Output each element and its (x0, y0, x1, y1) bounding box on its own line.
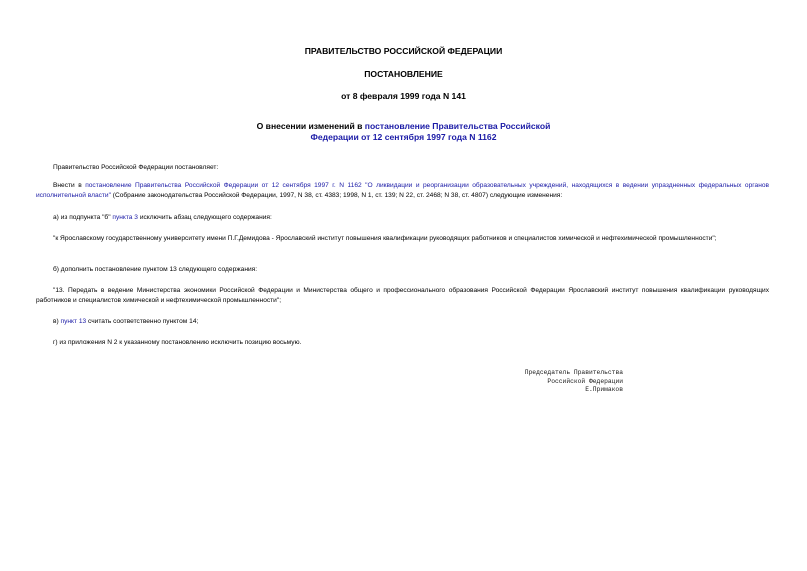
title-link-line2[interactable]: Федерации от 12 сентября 1997 года N 1162 (310, 132, 497, 142)
signature-title: Председатель Правительства (524, 369, 623, 376)
paragraph-quote-1: "к Ярославскому государственному университету имени П.Г.Демидова - Ярославский институт повышения квалификации руководящих работников и специалистов химической и нефтехимической промышленности"; (53, 235, 717, 242)
p7-clause-link[interactable]: пункт 13 (60, 318, 87, 325)
p2-suffix: (Собрание законодательства Российской Федерации, 1997, N 38, ст. 4383; 1998, N 1, ст. 139; N 22, ст. 2468; N 38, ст. 4807) следующие изменения: (110, 192, 563, 199)
signature-name: Е.Примаков (585, 386, 623, 394)
p7-prefix: в) (53, 318, 61, 325)
paragraph-quote-2: "13. Передать в ведение Министерства экономики Российской Федерации и Министерства общего и профессионального образования Российской Федерации Ярославский институт повышения квалификации руководящих работников и специалистов химической и нефтехимической промышленности"; (36, 287, 769, 304)
p3-clause-link[interactable]: пункта 3 (112, 214, 138, 221)
p3-suffix: исключить абзац следующего содержания: (137, 214, 272, 221)
p2-decree-link[interactable]: постановление Правительства Российской Федерации от 12 сентября 1997 г. N 1162 "О ликвидации и реорганизации образовательных учреждений, находящихся в ведении упраздненных федеральных органов исполнительной власти" (36, 182, 770, 199)
paragraph-preamble: Правительство Российской Федерации постановляет: (53, 164, 219, 171)
paragraph-amendments-intro (36, 181, 769, 201)
p3-prefix: а) из подпункта "б" (53, 214, 113, 221)
paragraph-item-b: б) дополнить постановление пунктом 13 следующего содержания: (53, 266, 258, 273)
document-type-heading: ПОСТАНОВЛЕНИЕ (364, 69, 443, 79)
date-number-heading: от 8 февраля 1999 года N 141 (341, 91, 466, 101)
title-link-line1[interactable]: постановление Правительства Российской (364, 121, 551, 131)
paragraph-item-v (36, 317, 769, 327)
p7-suffix: считать соответственно пунктом 14; (86, 318, 199, 325)
paragraph-item-a (36, 213, 769, 223)
document-title (0, 121, 807, 132)
signature-block (403, 369, 623, 395)
signature-org: Российской Федерации (547, 377, 623, 385)
p2-prefix: Внести в (53, 182, 86, 189)
paragraph-item-g: г) из приложения N 2 к указанному постановлению исключить позицию восьмую. (53, 339, 302, 346)
government-heading: ПРАВИТЕЛЬСТВО РОССИЙСКОЙ ФЕДЕРАЦИИ (304, 46, 503, 56)
title-prefix: О внесении изменений в (256, 121, 365, 131)
document-title-line2 (0, 132, 807, 143)
